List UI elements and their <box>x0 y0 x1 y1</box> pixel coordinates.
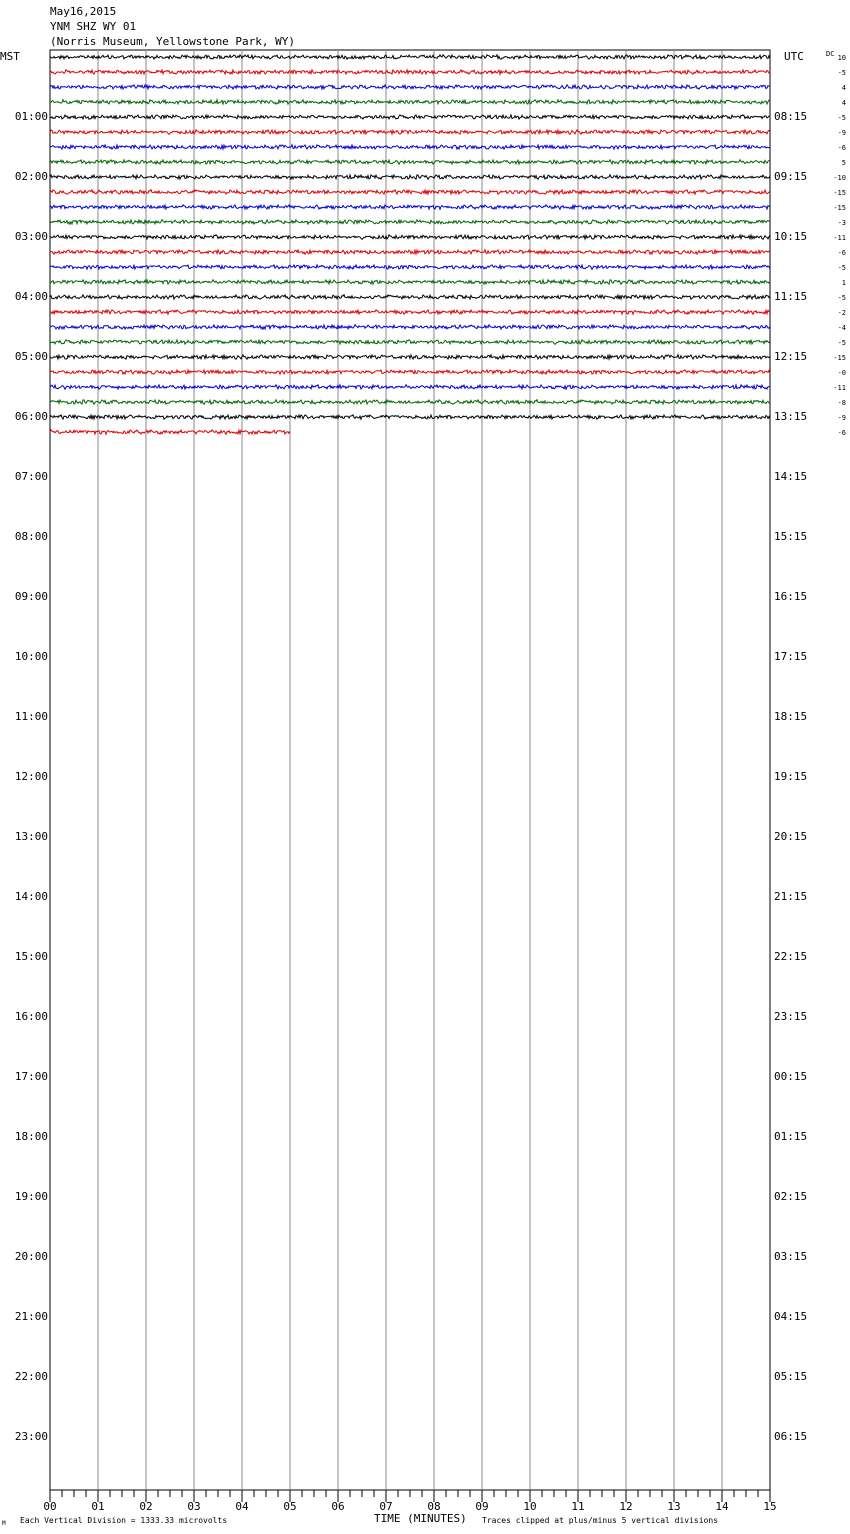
mst-hour-label: 01:00 <box>14 110 48 123</box>
x-axis-title: TIME (MINUTES) <box>374 1512 467 1525</box>
corner-mark: M <box>2 1520 6 1527</box>
dc-offset-label: 4 <box>841 99 846 107</box>
seismic-trace <box>50 220 770 225</box>
utc-hour-label: 14:15 <box>774 470 808 483</box>
mst-hour-label: 03:00 <box>14 230 48 243</box>
seismic-trace <box>50 265 770 269</box>
mst-hour-label: 12:00 <box>14 770 48 783</box>
seismic-trace <box>50 430 290 434</box>
seismic-trace <box>50 205 770 209</box>
dc-offset-label: -4 <box>837 324 846 332</box>
mst-hour-label: 02:00 <box>14 170 48 183</box>
mst-hour-label: 20:00 <box>14 1250 48 1263</box>
dc-offset-label: -6 <box>837 429 846 437</box>
seismic-trace <box>50 340 770 345</box>
seismic-trace <box>50 370 770 374</box>
seismic-trace <box>50 325 770 330</box>
seismic-trace <box>50 85 770 89</box>
dc-offset-label: -9 <box>837 414 846 422</box>
dc-offset-label: 1 <box>841 279 846 287</box>
utc-hour-label: 20:15 <box>774 830 808 843</box>
x-tick-label: 09 <box>475 1500 489 1513</box>
mst-hour-label: 11:00 <box>14 710 48 723</box>
utc-hour-label: 19:15 <box>774 770 808 783</box>
seismic-trace <box>50 175 770 179</box>
mst-hour-label: 19:00 <box>14 1190 48 1203</box>
dc-offset-label: -9 <box>837 129 846 137</box>
seismic-trace <box>50 280 770 284</box>
x-tick-label: 07 <box>379 1500 393 1513</box>
mst-hour-label: 23:00 <box>14 1430 48 1443</box>
scale-note: Each Vertical Division = 1333.33 microvolts <box>20 1516 228 1525</box>
seismic-trace <box>50 355 770 360</box>
dc-offset-label: -5 <box>837 69 846 77</box>
mst-hour-label: 18:00 <box>14 1130 48 1143</box>
dc-offset-label: -8 <box>837 399 846 407</box>
x-tick-label: 15 <box>763 1500 777 1513</box>
dc-offset-label: -0 <box>837 369 846 377</box>
dc-offset-label: 4 <box>841 84 846 92</box>
seismic-trace <box>50 100 770 104</box>
x-tick-label: 08 <box>427 1500 441 1513</box>
mst-hour-label: 13:00 <box>14 830 48 843</box>
dc-offset-label: -10 <box>833 174 846 182</box>
seismic-trace <box>50 55 770 59</box>
header-date: May16,2015 <box>50 5 117 18</box>
utc-hour-label: 17:15 <box>774 650 808 663</box>
utc-hour-label: 11:15 <box>774 290 808 303</box>
utc-hour-label: 18:15 <box>774 710 808 723</box>
utc-hour-label: 05:15 <box>774 1370 808 1383</box>
dc-offset-label: -6 <box>837 249 846 257</box>
dc-offset-label: -5 <box>837 114 846 122</box>
mst-hour-label: 15:00 <box>14 950 48 963</box>
x-tick-label: 12 <box>619 1500 633 1513</box>
dc-offset-label: -15 <box>833 204 846 212</box>
mst-hour-label: 22:00 <box>14 1370 48 1383</box>
seismic-trace <box>50 295 770 300</box>
utc-hour-label: 06:15 <box>774 1430 808 1443</box>
dc-offset-label: -5 <box>837 264 846 272</box>
dc-offset-label: -3 <box>837 219 846 227</box>
seismic-trace <box>50 415 770 419</box>
dc-offset-label: 5 <box>841 159 846 167</box>
x-tick-label: 00 <box>43 1500 57 1513</box>
seismic-trace <box>50 130 770 135</box>
header-location: (Norris Museum, Yellowstone Park, WY) <box>50 35 296 48</box>
x-tick-label: 01 <box>91 1500 105 1513</box>
dc-offset-label: -11 <box>833 384 846 392</box>
utc-hour-label: 13:15 <box>774 410 808 423</box>
utc-hour-label: 12:15 <box>774 350 808 363</box>
x-tick-label: 14 <box>715 1500 729 1513</box>
mst-hour-label: 08:00 <box>14 530 48 543</box>
mst-hour-label: 16:00 <box>14 1010 48 1023</box>
right-axis-title: UTC <box>784 50 804 63</box>
seismic-trace <box>50 250 770 255</box>
utc-hour-label: 23:15 <box>774 1010 808 1023</box>
utc-hour-label: 21:15 <box>774 890 808 903</box>
clip-note: Traces clipped at plus/minus 5 vertical divisions <box>482 1516 719 1525</box>
utc-hour-label: 15:15 <box>774 530 808 543</box>
seismic-trace <box>50 145 770 149</box>
seismic-trace <box>50 160 770 165</box>
utc-hour-label: 08:15 <box>774 110 808 123</box>
x-tick-label: 13 <box>667 1500 681 1513</box>
dc-offset-label: -6 <box>837 144 846 152</box>
mst-hour-label: 09:00 <box>14 590 48 603</box>
dc-offset-label: -2 <box>837 309 846 317</box>
utc-hour-label: 03:15 <box>774 1250 808 1263</box>
dc-offset-label: -15 <box>833 189 846 197</box>
utc-hour-label: 10:15 <box>774 230 808 243</box>
mst-hour-label: 10:00 <box>14 650 48 663</box>
x-tick-label: 04 <box>235 1500 249 1513</box>
seismic-trace <box>50 235 770 240</box>
dc-offset-label: -5 <box>837 294 846 302</box>
x-tick-label: 10 <box>523 1500 537 1513</box>
mst-hour-label: 21:00 <box>14 1310 48 1323</box>
left-axis-title: MST <box>0 50 20 63</box>
dc-offset-label: 10 <box>837 54 846 62</box>
mst-hour-label: 04:00 <box>14 290 48 303</box>
seismic-trace <box>50 190 770 195</box>
x-tick-label: 02 <box>139 1500 153 1513</box>
seismic-trace <box>50 400 770 405</box>
utc-hour-label: 16:15 <box>774 590 808 603</box>
utc-hour-label: 22:15 <box>774 950 808 963</box>
mst-hour-label: 06:00 <box>14 410 48 423</box>
utc-hour-label: 02:15 <box>774 1190 808 1203</box>
seismic-trace <box>50 115 770 119</box>
utc-hour-label: 01:15 <box>774 1130 808 1143</box>
x-tick-label: 03 <box>187 1500 201 1513</box>
header-station: YNM SHZ WY 01 <box>50 20 137 33</box>
seismic-trace <box>50 385 770 390</box>
seismic-trace <box>50 310 770 314</box>
mst-hour-label: 14:00 <box>14 890 48 903</box>
x-tick-label: 05 <box>283 1500 297 1513</box>
utc-hour-label: 00:15 <box>774 1070 808 1083</box>
dc-offset-label: -5 <box>837 339 846 347</box>
utc-hour-label: 09:15 <box>774 170 808 183</box>
mst-hour-label: 17:00 <box>14 1070 48 1083</box>
x-tick-label: 06 <box>331 1500 345 1513</box>
dc-offset-label: -11 <box>833 234 846 242</box>
mst-hour-label: 05:00 <box>14 350 48 363</box>
dc-offset-label: -15 <box>833 354 846 362</box>
utc-hour-label: 04:15 <box>774 1310 808 1323</box>
x-tick-label: 11 <box>571 1500 585 1513</box>
seismic-trace <box>50 70 770 75</box>
dc-title: DC <box>826 50 835 58</box>
mst-hour-label: 07:00 <box>14 470 48 483</box>
